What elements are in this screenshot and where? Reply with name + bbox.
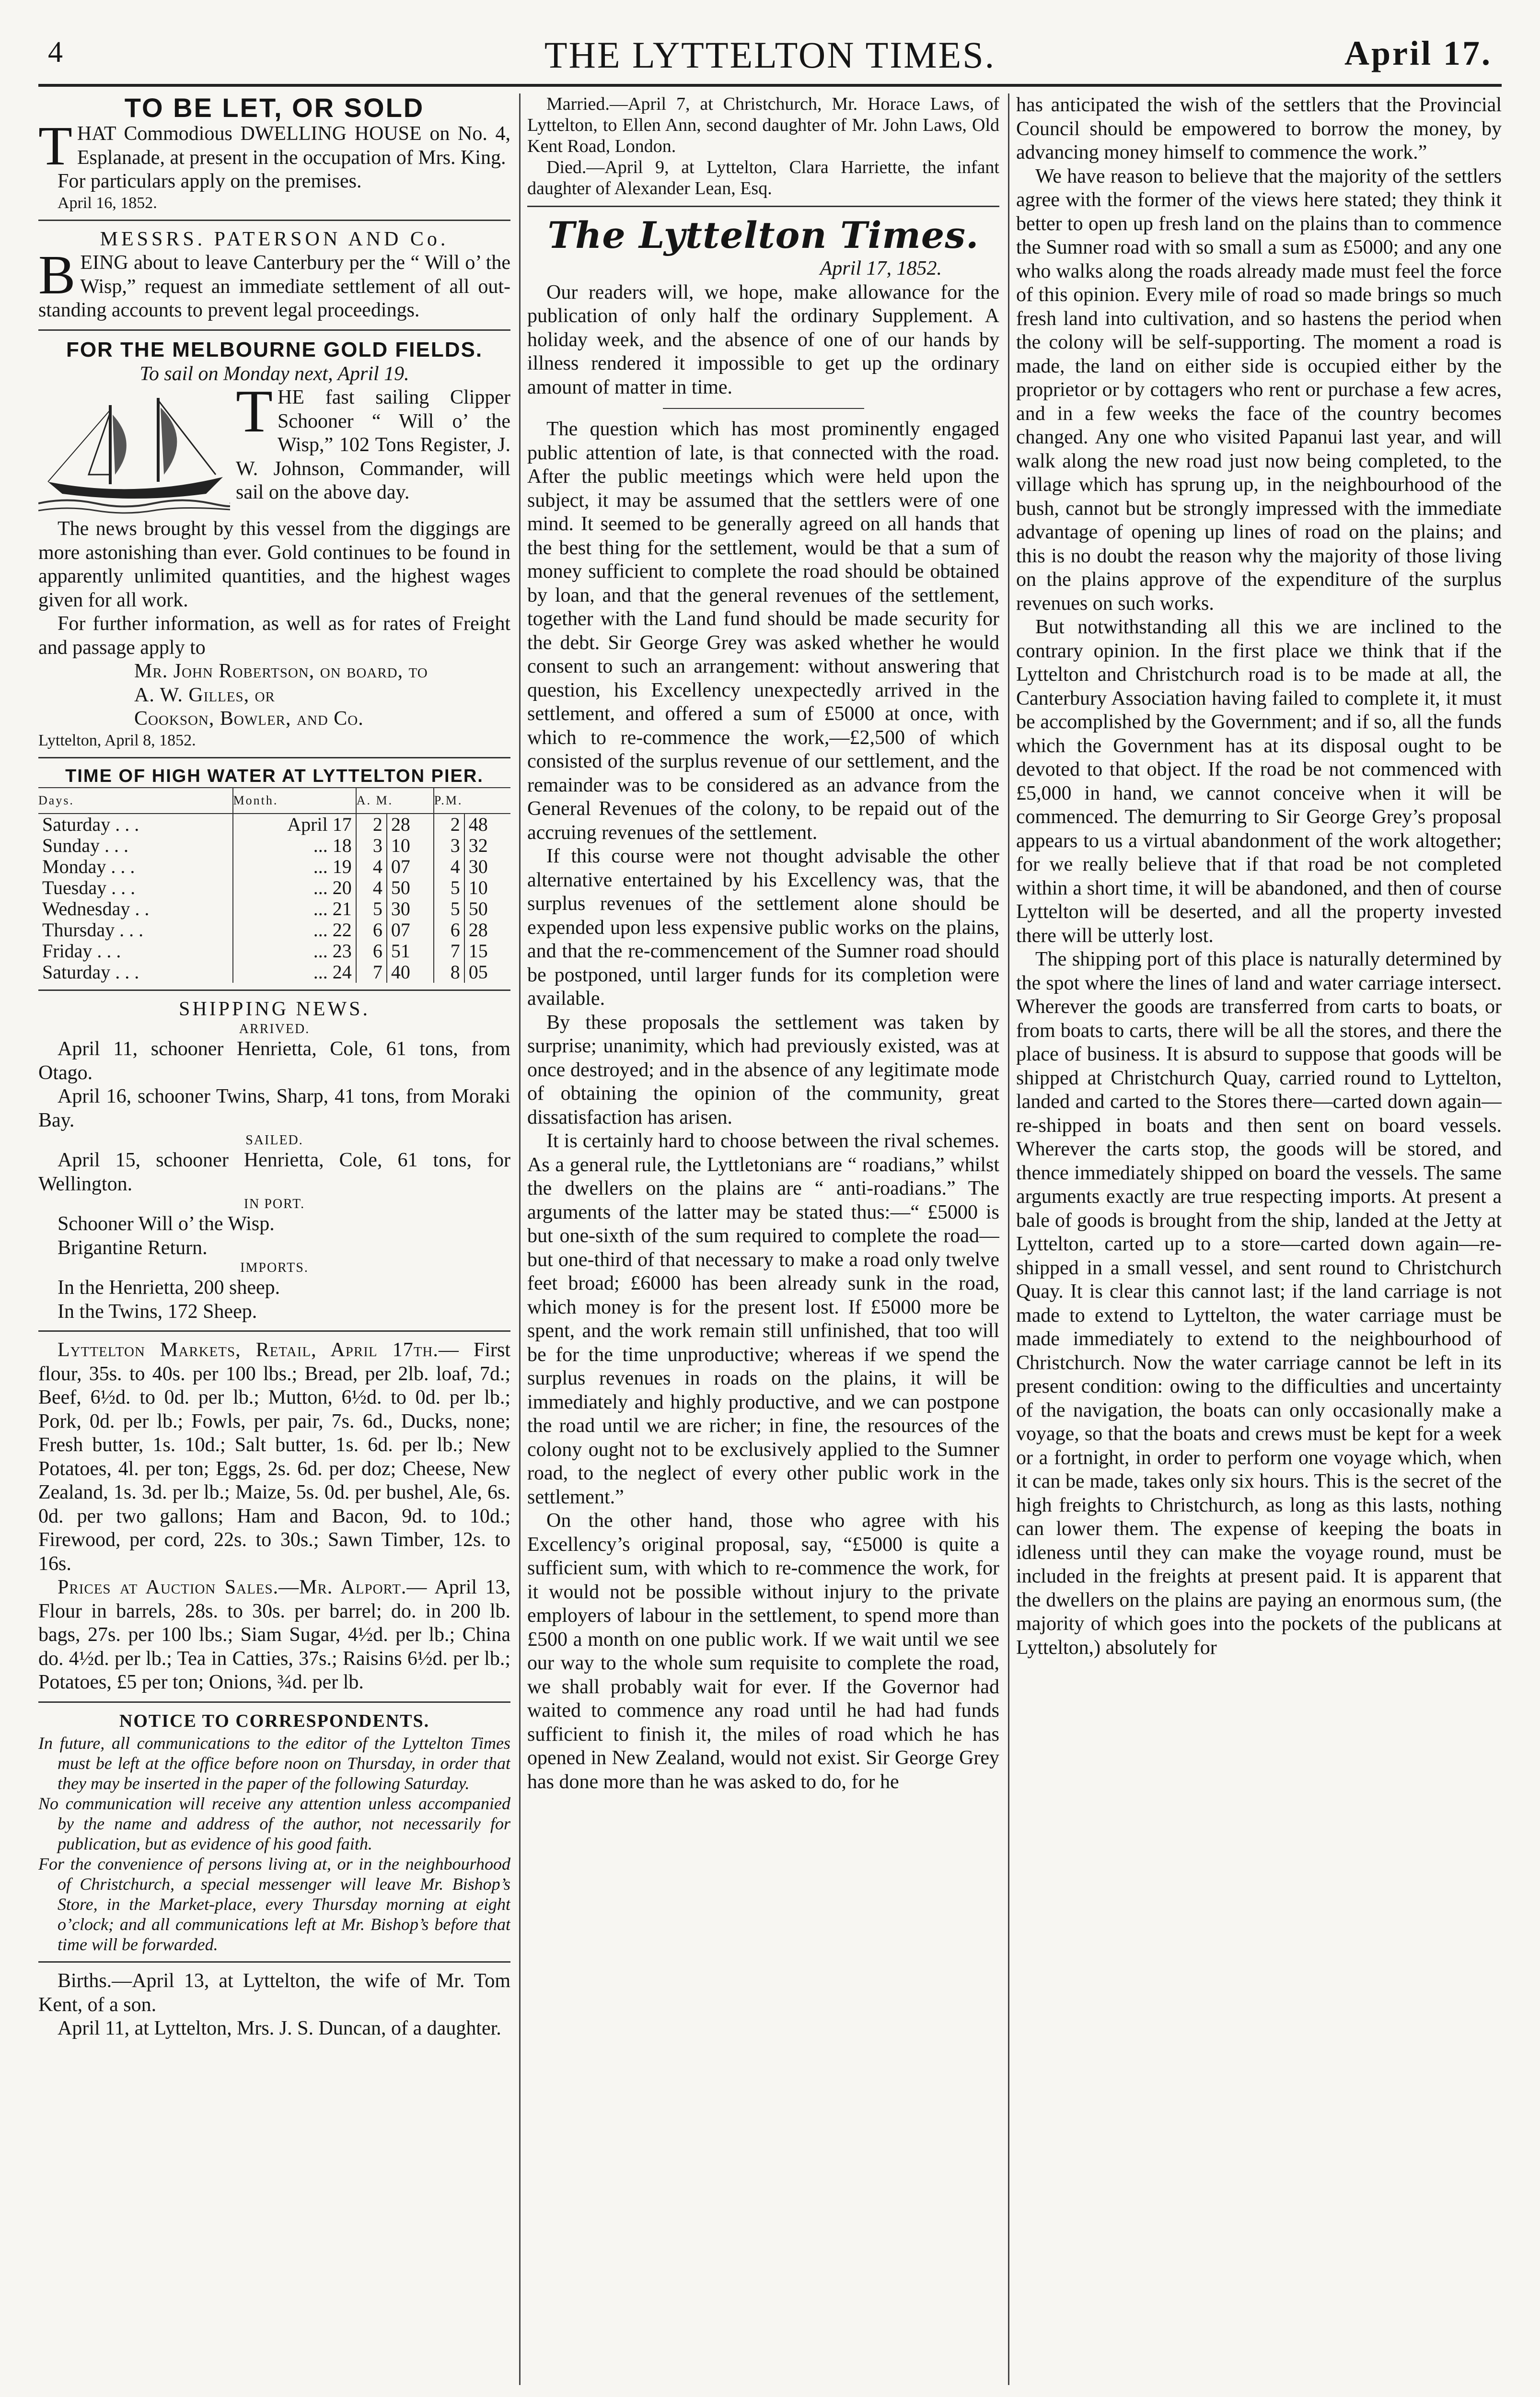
- ship-icon: [38, 386, 230, 515]
- table-cell: 7: [356, 962, 387, 983]
- death-notice: Died.—April 9, at Lyttelton, Clara Harriette, the infant daughter of Alexander Lean, Esq.: [527, 157, 999, 198]
- article-paragraph: If this course were not thought advisable the other alternative entertained by his Excellency was, that the surplus revenues of the settlement alone should be expended upon less expensive public works on the plains, and that the re-commencement of the Sumner road should be postponed, until larger funds for its completion were available.: [527, 845, 999, 1010]
- article-paragraph: The shipping port of this place is naturally determined by the spot where the lines of land and water carriage intersect. Wherever the goods are transferred from carts to boats, or from boats to carts, there will be all the stores, and there the place of business. It is absurd to suppose that goods will be shipped at Christchurch Quay, carried round to Lyttelton, landed and carted to the Stores there—carted down again—re-shipped in boats and then sent on board vessels. Wherever the carts stop, the goods will be stored, and thence immediately shipped on board the vessels. The same arguments exactly are true respecting imports. At present a bale of goods is brought from the ship, landed at the Jetty at Lyttelton, carted up to a store—carted down again—re-shipped in a small vessel, and sent round to Christchurch Quay. It is clear this cannot last; if the land carriage is not made to extend to Lyttelton, the water carriage must be made immediately to extend to the neighbourhood of Christchurch. Now the water carriage cannot be left in its present condition: owing to the difficulties and uncertainty of the navigation, the boats can only occasionally make a voyage, so that the boats and crews must be kept for a week or a fortnight, in order to perform one voyage which, when it can be made, takes only six hours. This is the secret of the high freights to Christchurch, as long as this lasts, nothing can lower them. The expense of keeping the boats in idleness until they can make the voyage round, must be included in the freights at present paid. It is apparent that the dwellers on the plains are paying an enormous sum, (the majority of which goes into the pockets of the publicans at Lyttelton,) absolutely for: [1016, 948, 1502, 1659]
- table-cell: ... 20: [233, 877, 356, 898]
- table-cell: 30: [464, 856, 510, 877]
- table-cell: 6: [356, 919, 387, 941]
- column-header: P.M.: [434, 788, 510, 814]
- ad-gold-agent: A. W. Gilles, or: [134, 684, 275, 706]
- table-cell: April 17: [233, 814, 356, 835]
- market-prices-body: First flour, 35s. to 40s. per 100 lbs.; Bread, per 2lb. loaf, 7d.; Beef, 6½d. to 0d. per lb.; Mutton, 6½d. to 0d. per lb.; Pork, 0d. per lb.; Fowls, per pair, 7s. 6d., Ducks, none; Fresh butter, 1s. 10d.; Salt butter, 1s. 6d. per lb.; New Potatoes, 4l. per ton; Eggs, 2s. 6d. per doz; Cheese, New Zealand, 1s. 3d. per lb.; Maize, 5s. 0d. per bushel, Ale, 6s. 0d. per two gallons; Ham and Bacon, 9d. to 10d.; Firewood, per cord, 22s. to 30s.; Sawn Timber, 12s. to 16s.: [38, 1339, 510, 1575]
- shipping-subheading: ARRIVED.: [239, 1022, 310, 1036]
- table-cell: Sunday . . .: [42, 834, 128, 856]
- article-paragraph: We have reason to believe that the majority of the settlers agree with the former of the views here stated; they think it better to open up fresh land on the plains than to commence the Sumner road with so small a sum as £5000; and any one who walks along the roads already made must feel the force of this opinion. Every mile of road so made brings so much fresh land into cultivation, and so hastens the period when the colony will be self-supporting. The moment a road is made, the land on either side is occupied either by the proprietor or by cottagers who rent or purchase a few acres, and in a few weeks the face of the country becomes changed. Any one who visited Papanui last year, and will walk along the new road just now being completed, to the village which has sprung up, in the neighbourhood of the bush, cannot but be strongly impressed with the immediate advantage of opening up lines of road on the plains; and this is no doubt the reason why the majority of those living on the plains approve of the expenditure of the surplus revenues on such works.: [1016, 165, 1502, 615]
- ad-gold-further: For further information, as well as for rates of Freight and passage apply to: [38, 613, 510, 659]
- column-header: A. M.: [356, 788, 434, 814]
- table-cell: 8: [434, 962, 464, 983]
- table-cell: ... 24: [233, 962, 356, 983]
- table-cell: 28: [387, 814, 434, 835]
- table-row: [38, 835, 510, 856]
- market-prices-lead: Lyttelton Markets, Retail, April 17th.—: [58, 1339, 459, 1361]
- table-cell: Monday . . .: [42, 855, 135, 877]
- table-row: [38, 814, 510, 835]
- table-cell: 5: [434, 898, 464, 919]
- shipping-subheading: IMPORTS.: [240, 1260, 309, 1275]
- table-cell: ... 22: [233, 919, 356, 941]
- ad-to-let-apply: For particulars apply on the premises.: [58, 170, 362, 192]
- ad-gold-sail-date: To sail on Monday next, April 19.: [139, 362, 409, 385]
- issue-date: April 17.: [1344, 34, 1492, 72]
- masthead: [38, 29, 1502, 81]
- table-cell: Friday . . .: [42, 940, 121, 962]
- table-cell: 30: [387, 898, 434, 919]
- table-cell: 3: [356, 835, 387, 856]
- article-paragraph: It is certainly hard to choose between the rival schemes. As a general rule, the Lyttletonians are “ roadians,” whilst the dwellers on the plains are “ anti-roadians.” The arguments of the latter may be stated thus:—“ £5000 is but one-sixth of the sum required to complete the road—but one-third of that necessary to make a road only twelve feet broad; £6000 has been already sunk in the road, which money is for the present lost. If £5000 more be spent, and the work remain still unfinished, that too will be for the time unproductive; whereas if we spend the surplus revenues in roads on the plains, it will be immediately and highly productive, and we can postpone the road until we are richer; in fine, the resources of the colony ought not to be exclusively applied to the Sumner road, to the neglect of every other public work in the settlement.”: [527, 1130, 999, 1508]
- table-cell: 4: [356, 856, 387, 877]
- table-row: [38, 941, 510, 962]
- table-cell: 15: [464, 941, 510, 962]
- ad-heading-gold-fields: FOR THE MELBOURNE GOLD FIELDS.: [66, 337, 483, 361]
- ad-heading-to-let: TO BE LET, OR SOLD: [124, 93, 425, 123]
- auction-prices: [38, 1576, 510, 1695]
- auction-prices-body: April 13, Flour in barrels, 28s. to 30s. per barrel; do. in 200 lb. bags, 27s. per 100 lbs.; Siam Sugar, 4½d. per lb.; China do. 4½d. per lb.; Tea in Catties, 37s.; Raisins 6½d. per lb.; Potatoes, £5 per ton; Onions, ¾d. per lb.: [38, 1576, 510, 1693]
- shipping-heading: SHIPPING NEWS.: [178, 998, 371, 1020]
- editorial-date: April 17, 1852.: [820, 257, 942, 279]
- table-cell: 2: [356, 814, 387, 835]
- divider: [38, 989, 510, 991]
- column-2: [527, 93, 999, 2385]
- table-cell: 4: [434, 856, 464, 877]
- ad-heading-paterson: MESSRS. PATERSON AND Co.: [100, 228, 449, 250]
- ad-gold-date: Lyttelton, April 8, 1852.: [38, 731, 196, 749]
- table-cell: Thursday . . .: [42, 919, 144, 941]
- notice-paragraph: For the convenience of persons living at, or in the neighbourhood of Christchurch, a special messenger will leave Mr. Bishop’s Store, in the Market-place, every Thursday morning at eight o’clock; and all communications left at Mr. Bishop’s before that time will be forwarded.: [38, 1854, 510, 1954]
- column-divider: [519, 93, 521, 2385]
- table-cell: 5: [356, 898, 387, 919]
- drop-cap: T: [236, 378, 273, 445]
- masthead-rule: [38, 84, 1502, 87]
- divider: [38, 329, 510, 331]
- table-cell: 28: [464, 919, 510, 941]
- ad-gold-body: HE fast sailing Clipper Schooner “ Will o’ the Wisp,” 102 Tons Register, J. W. Johnson, Commander, will sail on the above day.: [236, 386, 510, 503]
- table-cell: Saturday . . .: [42, 961, 139, 983]
- shipping-entry: In the Twins, 172 Sheep.: [58, 1300, 257, 1323]
- column-1: [38, 93, 510, 2385]
- table-cell: 50: [464, 898, 510, 919]
- table-cell: ... 21: [233, 898, 356, 919]
- notice-heading: NOTICE TO CORRESPONDENTS.: [119, 1710, 430, 1731]
- ad-gold-fields: [38, 378, 510, 505]
- drop-cap: T: [38, 116, 72, 177]
- shipping-subheading: SAILED.: [245, 1133, 303, 1148]
- shipping-entry: April 15, schooner Henrietta, Cole, 61 tons, for Wellington.: [38, 1149, 510, 1195]
- shipping-entry: In the Henrietta, 200 sheep.: [58, 1277, 280, 1299]
- table-cell: 3: [434, 835, 464, 856]
- page-number: 4: [48, 36, 63, 69]
- table-cell: 50: [387, 877, 434, 898]
- table-cell: 10: [387, 835, 434, 856]
- table-cell: 32: [464, 835, 510, 856]
- table-row: [38, 962, 510, 983]
- shipping-entry: Schooner Will o’ the Wisp.: [58, 1213, 275, 1235]
- birth-notice: Births.—April 13, at Lyttelton, the wife of Mr. Tom Kent, of a son.: [38, 1970, 510, 2016]
- divider: [38, 1961, 510, 1963]
- table-cell: 40: [387, 962, 434, 983]
- shipping-subheading: IN PORT.: [243, 1197, 305, 1211]
- table-cell: ... 19: [233, 856, 356, 877]
- table-cell: Tuesday . . .: [42, 876, 136, 898]
- table-cell: 6: [434, 919, 464, 941]
- table-cell: 4: [356, 877, 387, 898]
- divider: [38, 757, 510, 758]
- drop-cap: B: [38, 244, 76, 306]
- table-row: [38, 856, 510, 877]
- table-cell: Wednesday . .: [42, 897, 150, 919]
- ad-gold-news: The news brought by this vessel from the diggings are more astonishing than ever. Gold continues to be found in apparently unlimited quantities, and the highest wages given for all work.: [38, 518, 510, 611]
- editorial-masthead: The Lyttelton Times.: [547, 214, 979, 256]
- article-paragraph: But notwithstanding all this we are inclined to the contrary opinion. In the first place we think that if the Lyttelton and Christchurch road is to be made at all, the Canterbury Association having failed to complete it, it must be accomplished by the Government; and if so, all the funds which the Government has at its disposal ought to be devoted to that object. If the road be not commenced with £5,000 in hand, we cannot conceive when it will be commenced. The demurring to Sir George Grey’s proposal appears to us a virtual abandonment of the work altogether; for we really believe that if that road be not completed within a short time, it will be abandoned, and then of course Lyttelton will be deserted, and all the property invested there will be utterly lost.: [1016, 616, 1502, 947]
- schooner-illustration: [38, 386, 230, 515]
- ad-paterson: [38, 244, 510, 323]
- ad-to-let: [38, 116, 510, 177]
- ad-paterson-body: EING about to leave Canterbury per the “ Will o’ the Wisp,” request an immediate settlement of all out-standing accounts to prevent legal proceedings.: [38, 252, 510, 321]
- table-cell: ... 23: [233, 941, 356, 962]
- divider: [663, 408, 864, 409]
- ad-to-let-body: HAT Commodious DWELLING HOUSE on No. 4, Esplanade, at present in the occupation of Mrs. King.: [77, 123, 510, 169]
- divider: [527, 206, 999, 207]
- divider: [38, 1701, 510, 1703]
- notice-paragraph: No communication will receive any attention unless accompanied by the name and address of the author, not necessarily for publication, but as evidence of his good faith.: [38, 1794, 510, 1853]
- table-row: [38, 898, 510, 919]
- birth-notice: April 11, at Lyttelton, Mrs. J. S. Duncan, of a daughter.: [58, 2017, 501, 2039]
- table-cell: 2: [434, 814, 464, 835]
- column-divider: [1008, 93, 1009, 2385]
- article-paragraph: The question which has most prominently engaged public attention of late, is that connected with the road. After the public meetings which were held upon the subject, it may be assumed that the settlers were of one mind. It seemed to be generally agreed on all hands that the best thing for the settlement, would be that a sum of money sufficient to complete the road should be obtained by loan, and that the general revenues of the settlement, together with the Land fund should be made security for the debt. Sir George Grey was asked whether he would consent to such an arrangement: without answering that question, his Excellency unexpectedly arrived in the settlement, and offered a sum of £5000 at once, with which to re-commence the work,—£2,500 of which consisted of the surplus revenue of our settlement, and the remainder was to be considered as an advance from the General Revenues of the colony, to be repaid out of the accruing revenues of the settlement.: [527, 418, 999, 844]
- table-cell: 6: [356, 941, 387, 962]
- table-cell: 7: [434, 941, 464, 962]
- article-paragraph: By these proposals the settlement was taken by surprise; unanimity, which had previously existed, was at once destroyed; and in the absence of any legitimate mode of obtaining the opinion of the community, great dissatisfaction has arisen.: [527, 1011, 999, 1129]
- shipping-entry: April 16, schooner Twins, Sharp, 41 tons, from Moraki Bay.: [38, 1085, 510, 1131]
- auction-prices-lead: Prices at Auction Sales.—Mr. Alport.—: [58, 1576, 428, 1598]
- shipping-entry: April 11, schooner Henrietta, Cole, 61 tons, from Otago.: [38, 1038, 510, 1084]
- tide-table: [38, 787, 510, 983]
- market-prices: [38, 1338, 510, 1576]
- marriage-notice: Married.—April 7, at Christchurch, Mr. Horace Laws, of Lyttelton, to Ellen Ann, second daughter of Mr. John Laws, Old Kent Road, London.: [527, 94, 999, 156]
- table-cell: 51: [387, 941, 434, 962]
- table-cell: 10: [464, 877, 510, 898]
- shipping-entry: Brigantine Return.: [58, 1236, 208, 1259]
- table-cell: ... 18: [233, 835, 356, 856]
- divider: [38, 1330, 510, 1332]
- editorial-intro: Our readers will, we hope, make allowance for the publication of only half the ordinary Supplement. A holiday week, and the absence of one of our hands by illness rendered it impossible to get up the ordinary amount of matter in time.: [527, 281, 999, 398]
- table-cell: 05: [464, 962, 510, 983]
- ad-gold-agent: Mr. John Robertson, on board, to: [134, 660, 428, 682]
- table-cell: 07: [387, 919, 434, 941]
- table-row: [38, 919, 510, 941]
- table-cell: 07: [387, 856, 434, 877]
- divider: [38, 220, 510, 221]
- table-cell: 5: [434, 877, 464, 898]
- tide-table-heading: TIME OF HIGH WATER AT LYTTELTON PIER.: [65, 766, 484, 786]
- column-3: [1016, 93, 1502, 2385]
- table-row: [38, 877, 510, 898]
- ad-gold-agent: Cookson, Bowler, and Co.: [134, 708, 364, 730]
- table-cell: 48: [464, 814, 510, 835]
- table-cell: Saturday . . .: [42, 813, 139, 835]
- ad-to-let-date: April 16, 1852.: [58, 194, 157, 212]
- article-paragraph: has anticipated the wish of the settlers that the Provincial Council should be empowered to borrow the money, by advancing money himself to commence the work.”: [1016, 94, 1502, 163]
- column-header: Month.: [233, 788, 356, 814]
- newspaper-title: THE LYTTELTON TIMES.: [544, 34, 996, 76]
- table-header-row: [38, 788, 510, 814]
- article-paragraph: On the other hand, those who agree with his Excellency’s original proposal, say, “£5000 is quite a sufficient sum, with which to re-commence the work, for it would not be possible without injury to the private employers of labour in the settlement, to spend more than £500 a month on one public work. If we wait until we see our way to the whole sum requisite to complete the road, we shall probably wait for ever. If the Governor had waited to commence any road until he had had funds sufficient to finish it, the miles of road which he has opened in New Zealand, would not exist. Sir George Grey has done more than he was asked to do, for he: [527, 1510, 999, 1793]
- column-header: Days.: [38, 788, 233, 814]
- notice-paragraph: In future, all communications to the editor of the Lyttelton Times must be left at the office before noon on Thursday, in order that they may be inserted in the paper of the following Saturday.: [38, 1734, 510, 1793]
